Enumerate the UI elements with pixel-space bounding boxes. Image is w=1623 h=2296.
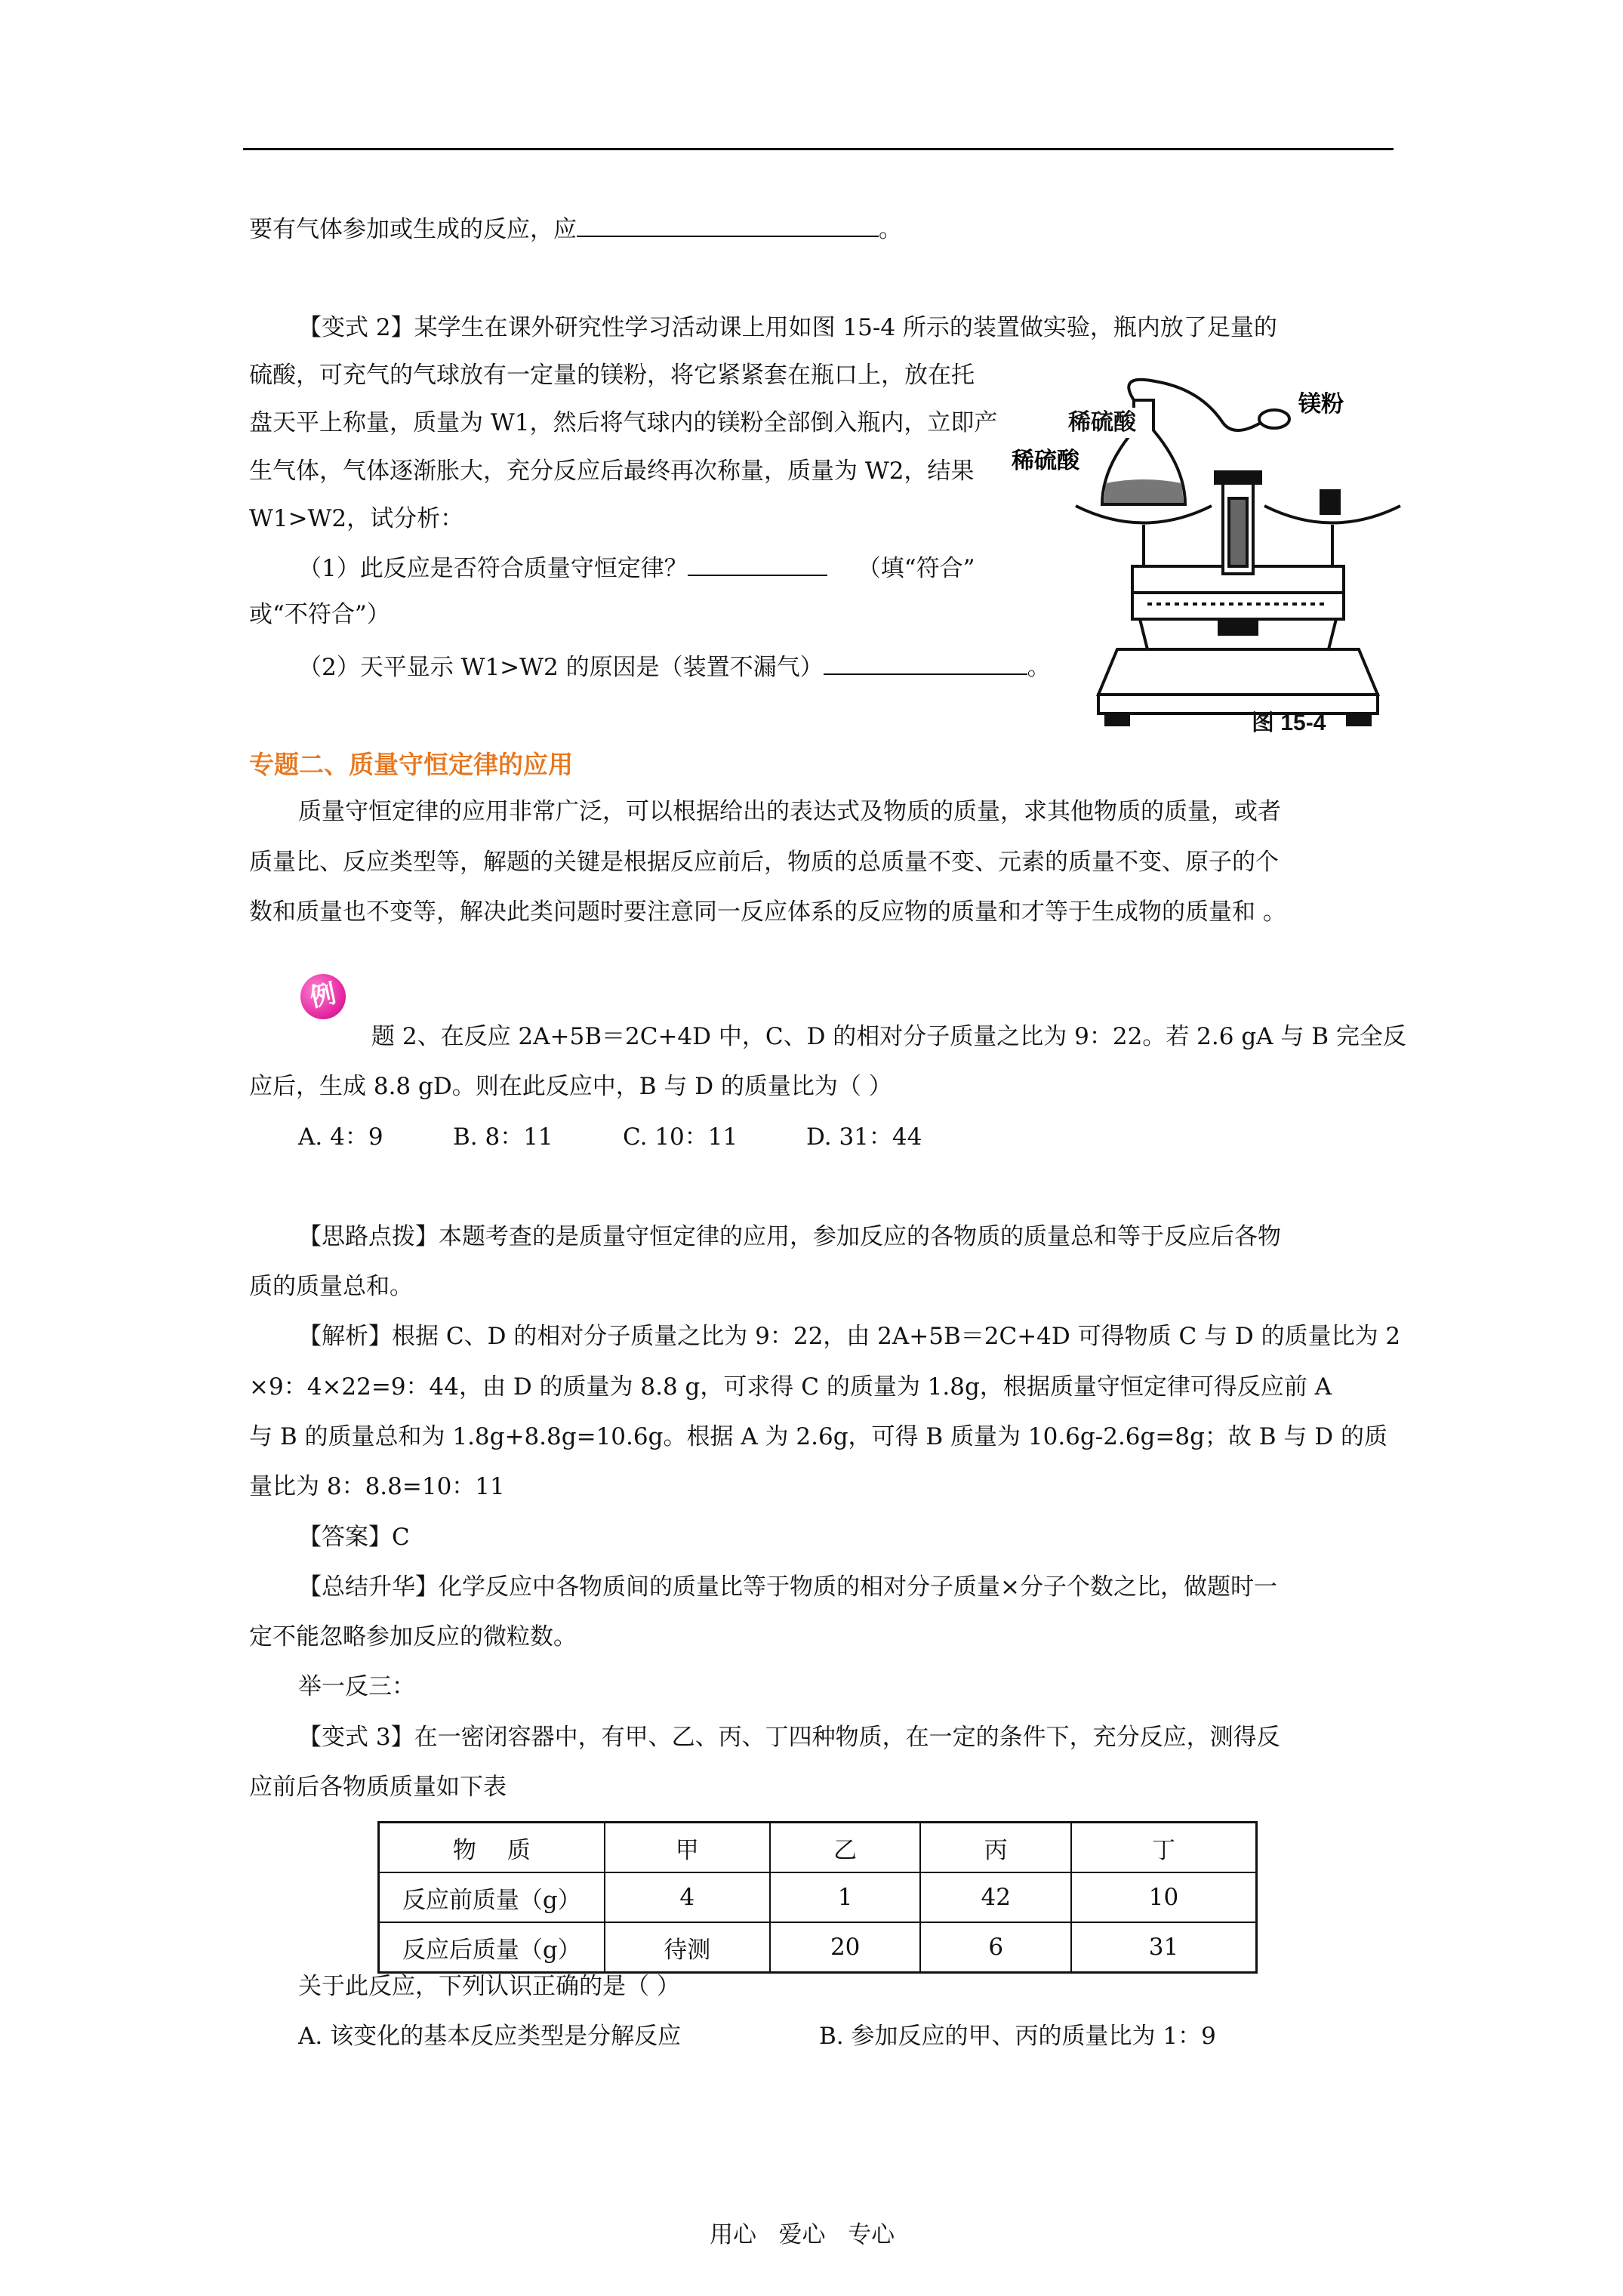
table-header-cell: 甲 bbox=[605, 1823, 770, 1873]
table-cell: 4 bbox=[605, 1872, 770, 1922]
question-line: 关于此反应，下列认识正确的是（ ） bbox=[298, 1973, 680, 2000]
q1-text: （1）此反应是否符合质量守恒定律？ bbox=[298, 555, 688, 582]
table-cell: 1 bbox=[770, 1872, 921, 1922]
q2-text: （2）天平显示 W1>W2 的原因是（装置不漏气） bbox=[298, 654, 824, 681]
table-cell: 6 bbox=[920, 1922, 1071, 1973]
example-option-d: D. 31：44 bbox=[806, 1123, 922, 1151]
table-cell: 10 bbox=[1071, 1872, 1256, 1922]
variant2-line4: 生气体，气体逐渐胀大，充分反应后最终再次称量，质量为 W2，结果 bbox=[249, 458, 975, 485]
text-line bbox=[249, 213, 902, 245]
table-row bbox=[379, 1922, 1257, 1973]
solution-line4: 量比为 8：8.8=10：11 bbox=[249, 1473, 505, 1500]
table-cell: 反应后质量（g） bbox=[379, 1922, 605, 1973]
table-cell: 待测 bbox=[605, 1922, 770, 1973]
figure-caption: 图 15-4 bbox=[1252, 710, 1326, 735]
q1-hint: （填“符合” bbox=[857, 555, 975, 582]
example-line1: 题 2、在反应 2A+5B＝2C+4D 中，C、D 的相对分子质量之比为 9：22。若 2.6 gA 与 B 完全反 bbox=[371, 1023, 1406, 1050]
choice-b: B. 参加反应的甲、丙的质量比为 1：9 bbox=[819, 2023, 1216, 2050]
table-cell: 反应前质量（g） bbox=[379, 1872, 605, 1922]
line-text: 要有气体参加或生成的反应，应 bbox=[249, 216, 577, 243]
table-cell: 31 bbox=[1071, 1922, 1256, 1973]
variant2-line5: W1>W2，试分析： bbox=[249, 505, 464, 532]
choice-a: A. 该变化的基本反应类型是分解反应 bbox=[298, 2023, 682, 2050]
solution-line3: 与 B 的质量总和为 1.8g+8.8g=10.6g。根据 A 为 2.6g，可得 B 质量为 10.6g-2.6g=8g；故 B 与 D 的质 bbox=[249, 1423, 1387, 1450]
answer-blank bbox=[688, 552, 827, 576]
figure-label-acid: 稀硫酸 bbox=[1012, 448, 1079, 473]
mass-table bbox=[377, 1821, 1258, 1974]
header-rule bbox=[243, 148, 1394, 150]
table-header-cell: 丙 bbox=[920, 1823, 1071, 1873]
variant2-line1: 【变式 2】某学生在课外研究性学习活动课上用如图 15-4 所示的装置做实验，瓶内放了足量的 bbox=[298, 314, 1277, 341]
table-header-row bbox=[379, 1823, 1257, 1873]
variant2-q1 bbox=[298, 552, 975, 584]
hint-line2: 质的质量总和。 bbox=[249, 1273, 413, 1300]
intro-line2: 质量比、反应类型等，解题的关键是根据反应前后，物质的总质量不变、元素的质量不变、原子的个 bbox=[249, 849, 1279, 876]
example-badge-icon: 例 bbox=[296, 969, 350, 1023]
page-footer: 用心 爱心 专心 bbox=[710, 2221, 895, 2248]
example-line2: 应后，生成 8.8 gD。则在此反应中，B 与 D 的质量比为（ ） bbox=[249, 1073, 892, 1100]
variant2-line3: 盘天平上称量，质量为 W1，然后将气球内的镁粉全部倒入瓶内，立即产 bbox=[249, 409, 998, 436]
variant2-line2: 硫酸，可充气的气球放有一定量的镁粉，将它紧紧套在瓶口上，放在托 bbox=[249, 362, 975, 389]
example-option-b: B. 8：11 bbox=[453, 1123, 553, 1151]
answer-blank bbox=[577, 213, 879, 237]
line-end: 。 bbox=[879, 216, 902, 243]
intro-line3: 数和质量也不变等，解决此类问题时要注意同一反应体系的反应物的质量和才等于生成物的质量和 。 bbox=[249, 898, 1286, 926]
intro-line1: 质量守恒定律的应用非常广泛，可以根据给出的表达式及物质的质量，求其他物质的质量，或者 bbox=[298, 798, 1281, 825]
variant2-q1-cont: 或“不符合”） bbox=[249, 601, 390, 628]
answer-blank bbox=[824, 651, 1027, 675]
q2-end: 。 bbox=[1027, 654, 1051, 681]
table-cell: 42 bbox=[920, 1872, 1071, 1922]
variant3-line2: 应前后各物质质量如下表 bbox=[249, 1774, 507, 1801]
figure-label-acid-text: 稀硫酸 bbox=[1068, 408, 1136, 438]
solution-line1: 【解析】根据 C、D 的相对分子质量之比为 9：22，由 2A+5B＝2C+4D 可得物质 C 与 D 的质量比为 2 bbox=[298, 1323, 1401, 1350]
variant2-q2 bbox=[298, 651, 1051, 683]
hint-line1: 【思路点拨】本题考查的是质量守恒定律的应用，参加反应的各物质的质量总和等于反应后各物 bbox=[298, 1223, 1281, 1250]
table-row bbox=[379, 1872, 1257, 1922]
solution-line2: ×9：4×22=9：44，由 D 的质量为 8.8 g，可求得 C 的质量为 1.8g，根据质量守恒定律可得反应前 A bbox=[249, 1373, 1332, 1401]
summary-line2: 定不能忽略参加反应的微粒数。 bbox=[249, 1623, 577, 1650]
table-cell: 20 bbox=[770, 1922, 921, 1973]
example-option-a: A. 4：9 bbox=[298, 1123, 383, 1151]
practice-label: 举一反三： bbox=[298, 1673, 415, 1700]
answer-line: 【答案】C bbox=[298, 1524, 410, 1551]
section-heading: 专题二、质量守恒定律的应用 bbox=[249, 750, 573, 779]
example-option-c: C. 10：11 bbox=[623, 1123, 738, 1151]
table-header-cell: 物 质 bbox=[379, 1823, 605, 1873]
figure-label-mg: 镁粉 bbox=[1298, 392, 1344, 417]
table-header-cell: 丁 bbox=[1071, 1823, 1256, 1873]
table-header-cell: 乙 bbox=[770, 1823, 921, 1873]
variant3-line1: 【变式 3】在一密闭容器中，有甲、乙、丙、丁四种物质，在一定的条件下，充分反应，测得反 bbox=[298, 1724, 1280, 1751]
summary-line1: 【总结升华】化学反应中各物质间的质量比等于物质的相对分子质量×分子个数之比，做题时一 bbox=[298, 1573, 1277, 1601]
